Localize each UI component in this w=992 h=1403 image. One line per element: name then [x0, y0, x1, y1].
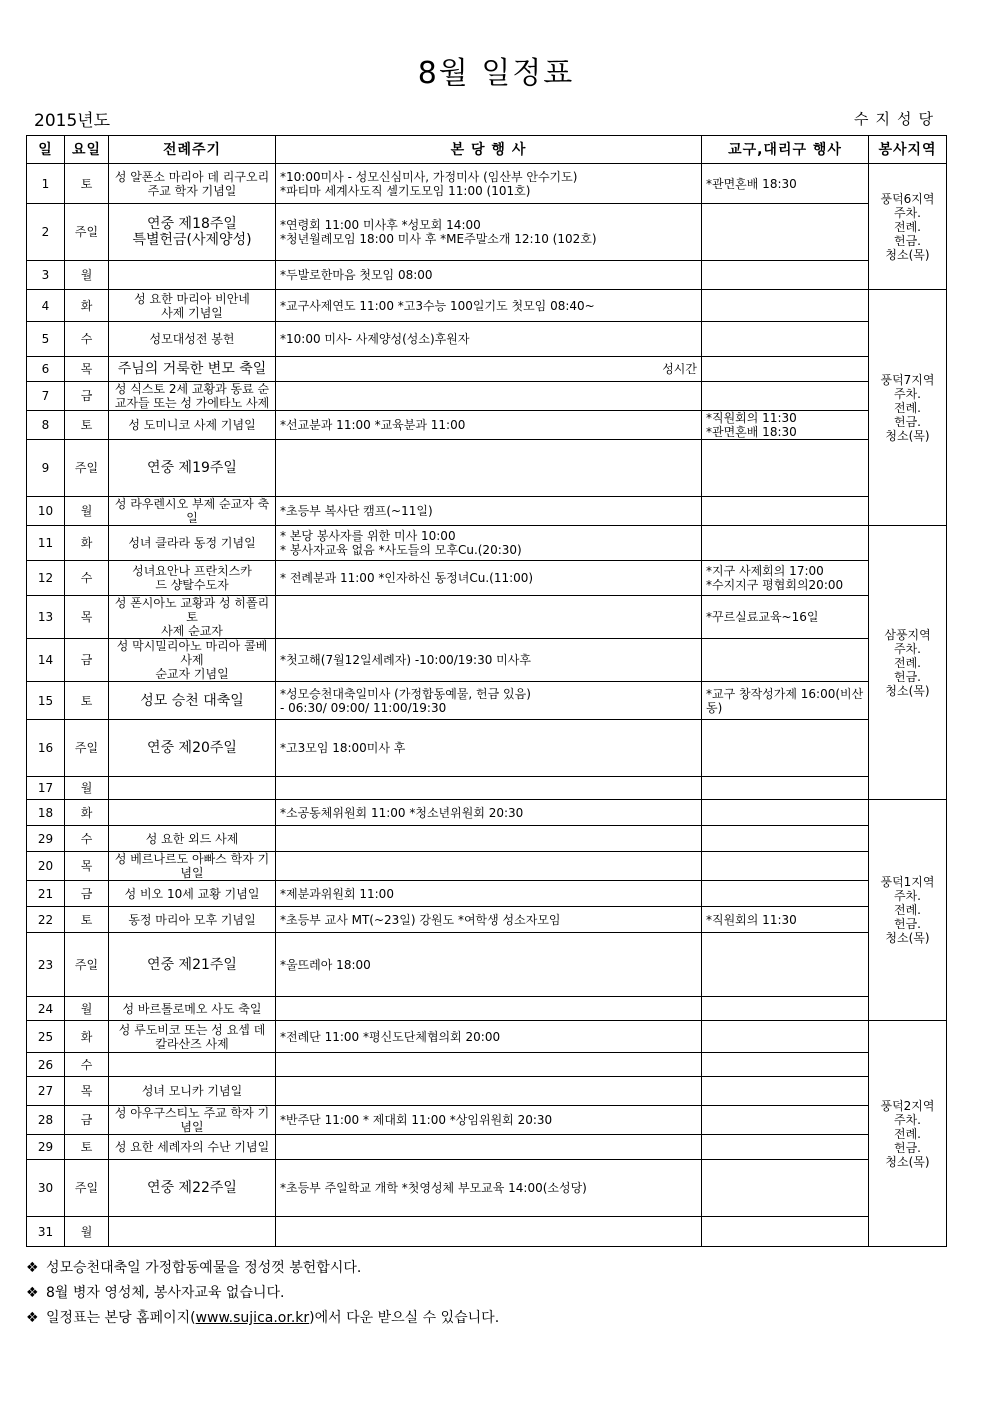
diocese-event-cell: *교구 창작성가제 16:00(비산동)	[702, 682, 869, 720]
weekday-cell: 주일	[65, 1160, 109, 1217]
service-area-cell: 풍덕2지역 주차. 전례. 헌금. 청소(목)	[869, 1021, 947, 1247]
day-cell: 29	[27, 1135, 65, 1160]
day-cell: 5	[27, 322, 65, 357]
liturgy-cell: 성 라우렌시오 부제 순교자 축일	[109, 497, 276, 526]
day-cell: 16	[27, 720, 65, 777]
weekday-cell: 주일	[65, 440, 109, 497]
diocese-event-cell	[702, 440, 869, 497]
day-cell: 7	[27, 382, 65, 411]
diocese-event-cell	[702, 1077, 869, 1106]
table-row	[27, 357, 947, 382]
liturgy-cell: 성 비오 10세 교황 기념일	[109, 881, 276, 907]
liturgy-cell	[109, 1053, 276, 1077]
table-row	[27, 800, 947, 826]
table-row	[27, 1106, 947, 1135]
day-cell: 26	[27, 1053, 65, 1077]
table-row	[27, 1135, 947, 1160]
parish-event-cell: *반주단 11:00 * 제대회 11:00 *상임위원회 20:30	[276, 1106, 702, 1135]
table-row	[27, 411, 947, 440]
parish-event-cell: *전례단 11:00 *평신도단체협의회 20:00	[276, 1021, 702, 1053]
weekday-cell: 토	[65, 1135, 109, 1160]
diocese-event-cell	[702, 1217, 869, 1247]
service-area-cell: 삼풍지역 주차. 전례. 헌금. 청소(목)	[869, 526, 947, 800]
table-row	[27, 1077, 947, 1106]
homepage-link[interactable]: www.sujica.or.kr	[195, 1310, 310, 1326]
parish-event-cell: *제분과위원회 11:00	[276, 881, 702, 907]
parish-event-cell: *두발로한마음 첫모임 08:00	[276, 261, 702, 290]
table-row	[27, 596, 947, 639]
liturgy-cell: 성 요한 세례자의 수난 기념일	[109, 1135, 276, 1160]
header-diocese-events: 교구,대리구 행사	[702, 136, 869, 164]
diocese-event-cell	[702, 290, 869, 322]
diocese-event-cell	[702, 204, 869, 261]
day-cell: 9	[27, 440, 65, 497]
diocese-event-cell	[702, 1021, 869, 1053]
weekday-cell: 토	[65, 411, 109, 440]
table-row	[27, 639, 947, 682]
liturgy-cell: 연중 제21주일	[109, 933, 276, 997]
weekday-cell: 수	[65, 826, 109, 852]
weekday-cell: 화	[65, 290, 109, 322]
parish-event-cell: *초등부 복사단 캠프(~11일)	[276, 497, 702, 526]
table-row	[27, 164, 947, 204]
diocese-event-cell: *직원회의 11:30 *관면혼배 18:30	[702, 411, 869, 440]
parish-event-cell	[276, 596, 702, 639]
diocese-event-cell	[702, 1106, 869, 1135]
weekday-cell: 주일	[65, 933, 109, 997]
diocese-event-cell	[702, 639, 869, 682]
table-row	[27, 382, 947, 411]
table-row	[27, 1160, 947, 1217]
table-row	[27, 1217, 947, 1247]
schedule-table	[26, 135, 947, 1247]
diocese-event-cell: *지구 사제회의 17:00 *수지지구 평협회의20:00	[702, 561, 869, 596]
liturgy-cell	[109, 777, 276, 800]
diocese-event-cell	[702, 826, 869, 852]
diamond-bullet-icon: ❖	[26, 1260, 39, 1276]
liturgy-cell	[109, 800, 276, 826]
day-cell: 10	[27, 497, 65, 526]
table-row	[27, 826, 947, 852]
diocese-event-cell	[702, 261, 869, 290]
parish-event-cell	[276, 777, 702, 800]
day-cell: 12	[27, 561, 65, 596]
weekday-cell: 수	[65, 322, 109, 357]
parish-event-cell: *소공동체위원회 11:00 *청소년위원회 20:30	[276, 800, 702, 826]
table-row	[27, 852, 947, 881]
diocese-event-cell: *관면혼배 18:30	[702, 164, 869, 204]
diocese-event-cell	[702, 382, 869, 411]
table-row	[27, 777, 947, 800]
diocese-event-cell	[702, 720, 869, 777]
weekday-cell: 화	[65, 1021, 109, 1053]
table-row	[27, 322, 947, 357]
table-row	[27, 561, 947, 596]
weekday-cell: 월	[65, 1217, 109, 1247]
day-cell: 24	[27, 997, 65, 1021]
parish-event-cell: 성시간	[276, 357, 702, 382]
diocese-event-cell	[702, 497, 869, 526]
header-service-area: 봉사지역	[869, 136, 947, 164]
parish-event-cell	[276, 382, 702, 411]
liturgy-cell: 성 폰시아노 교황과 성 히폴리토 사제 순교자	[109, 596, 276, 639]
liturgy-cell: 성 루도비코 또는 성 요셉 데 칼라산즈 사제	[109, 1021, 276, 1053]
table-row	[27, 881, 947, 907]
day-cell: 14	[27, 639, 65, 682]
diocese-event-cell: *직원회의 11:30	[702, 907, 869, 933]
liturgy-cell	[109, 261, 276, 290]
weekday-cell: 목	[65, 596, 109, 639]
table-row	[27, 907, 947, 933]
weekday-cell: 토	[65, 164, 109, 204]
weekday-cell: 금	[65, 639, 109, 682]
day-cell: 27	[27, 1077, 65, 1106]
weekday-cell: 토	[65, 682, 109, 720]
diocese-event-cell	[702, 1160, 869, 1217]
note-item: ❖ 8월 병자 영성체, 봉사자교육 없습니다.	[26, 1281, 499, 1306]
parish-event-cell: *울뜨레아 18:00	[276, 933, 702, 997]
note-item: ❖ 일정표는 본당 홈페이지(www.sujica.or.kr)에서 다운 받으실 수 있습니다.	[26, 1306, 499, 1331]
liturgy-cell: 연중 제22주일	[109, 1160, 276, 1217]
table-row	[27, 204, 947, 261]
weekday-cell: 금	[65, 881, 109, 907]
liturgy-cell: 연중 제18주일 특별헌금(사제양성)	[109, 204, 276, 261]
day-cell: 28	[27, 1106, 65, 1135]
liturgy-cell: 성 베르나르도 아빠스 학자 기념일	[109, 852, 276, 881]
diocese-event-cell	[702, 881, 869, 907]
note-item: ❖ 성모승천대축일 가정합동예물을 정성껏 봉헌합시다.	[26, 1256, 499, 1281]
day-cell: 31	[27, 1217, 65, 1247]
diocese-event-cell	[702, 997, 869, 1021]
day-cell: 29	[27, 826, 65, 852]
liturgy-cell: 성녀 클라라 동정 기념일	[109, 526, 276, 561]
weekday-cell: 금	[65, 382, 109, 411]
weekday-cell: 월	[65, 997, 109, 1021]
parish-event-cell: *10:00 미사- 사제양성(성소)후원자	[276, 322, 702, 357]
day-cell: 17	[27, 777, 65, 800]
weekday-cell: 목	[65, 357, 109, 382]
day-cell: 15	[27, 682, 65, 720]
day-cell: 13	[27, 596, 65, 639]
parish-event-cell: *초등부 주일학교 개학 *첫영성체 부모교육 14:00(소성당)	[276, 1160, 702, 1217]
parish-event-cell	[276, 826, 702, 852]
weekday-cell: 수	[65, 561, 109, 596]
service-area-cell: 풍덕6지역 주차. 전례. 헌금. 청소(목)	[869, 164, 947, 290]
diocese-event-cell	[702, 357, 869, 382]
day-cell: 6	[27, 357, 65, 382]
day-cell: 1	[27, 164, 65, 204]
weekday-cell: 금	[65, 1106, 109, 1135]
liturgy-cell: 성 바르톨로메오 사도 축일	[109, 997, 276, 1021]
header-row	[27, 136, 947, 164]
day-cell: 22	[27, 907, 65, 933]
parish-event-cell: *성모승천대축일미사 (가정합동예물, 헌금 있음) - 06:30/ 09:00/ 11:00/19:30	[276, 682, 702, 720]
weekday-cell: 주일	[65, 204, 109, 261]
page-title: 8월 일정표	[417, 56, 575, 91]
parish-event-cell	[276, 1077, 702, 1106]
liturgy-cell: 성 막시밀리아노 마리아 콜베 사제 순교자 기념일	[109, 639, 276, 682]
table-row	[27, 720, 947, 777]
liturgy-cell: 동정 마리아 모후 기념일	[109, 907, 276, 933]
parish-event-cell	[276, 440, 702, 497]
weekday-cell: 목	[65, 1077, 109, 1106]
parish-event-cell	[276, 1053, 702, 1077]
liturgy-cell: 성 알폰소 마리아 데 리구오리 주교 학자 기념일	[109, 164, 276, 204]
day-cell: 20	[27, 852, 65, 881]
liturgy-cell: 성 요한 외드 사제	[109, 826, 276, 852]
table-row	[27, 440, 947, 497]
weekday-cell: 월	[65, 497, 109, 526]
weekday-cell: 목	[65, 852, 109, 881]
diocese-event-cell	[702, 322, 869, 357]
diocese-event-cell	[702, 852, 869, 881]
liturgy-cell: 성녀 모니카 기념일	[109, 1077, 276, 1106]
parish-event-cell: *첫고해(7월12일세례자) -10:00/19:30 미사후	[276, 639, 702, 682]
liturgy-cell: 성 도미니코 사제 기념일	[109, 411, 276, 440]
header-parish-events: 본 당 행 사	[276, 136, 702, 164]
diocese-event-cell	[702, 933, 869, 997]
day-cell: 30	[27, 1160, 65, 1217]
parish-event-cell: * 본당 봉사자를 위한 미사 10:00 * 봉사자교육 없음 *사도들의 모후Cu.(20:30)	[276, 526, 702, 561]
diocese-event-cell	[702, 800, 869, 826]
service-area-cell: 풍덕1지역 주차. 전례. 헌금. 청소(목)	[869, 800, 947, 1021]
header-liturgy: 전례주기	[109, 136, 276, 164]
notes	[26, 1256, 499, 1331]
day-cell: 23	[27, 933, 65, 997]
parish-event-cell	[276, 1217, 702, 1247]
table-row	[27, 933, 947, 997]
liturgy-cell: 연중 제19주일	[109, 440, 276, 497]
diocese-event-cell: *꾸르실료교육~16일	[702, 596, 869, 639]
weekday-cell: 주일	[65, 720, 109, 777]
weekday-cell: 월	[65, 777, 109, 800]
parish-event-cell: *연령회 11:00 미사후 *성모회 14:00 *청년월례모임 18:00 미사 후 *ME주말소개 12:10 (102호)	[276, 204, 702, 261]
table-row	[27, 997, 947, 1021]
weekday-cell: 화	[65, 800, 109, 826]
day-cell: 11	[27, 526, 65, 561]
day-cell: 18	[27, 800, 65, 826]
diocese-event-cell	[702, 1135, 869, 1160]
liturgy-cell: 연중 제20주일	[109, 720, 276, 777]
weekday-cell: 토	[65, 907, 109, 933]
parish-event-cell: *선교분과 11:00 *교육분과 11:00	[276, 411, 702, 440]
table-row	[27, 290, 947, 322]
table-row	[27, 1021, 947, 1053]
liturgy-cell: 성 요한 마리아 비안네 사제 기념일	[109, 290, 276, 322]
diamond-bullet-icon: ❖	[26, 1285, 39, 1301]
parish-event-cell: *고3모임 18:00미사 후	[276, 720, 702, 777]
weekday-cell: 화	[65, 526, 109, 561]
table-row	[27, 497, 947, 526]
liturgy-cell: 주님의 거룩한 변모 축일	[109, 357, 276, 382]
liturgy-cell: 성 아우구스티노 주교 학자 기념일	[109, 1106, 276, 1135]
weekday-cell: 월	[65, 261, 109, 290]
liturgy-cell: 성모대성전 봉헌	[109, 322, 276, 357]
liturgy-cell: 성 식스토 2세 교황과 동료 순교자들 또는 성 가에타노 사제	[109, 382, 276, 411]
table-row	[27, 682, 947, 720]
parish-event-cell: *10:00미사 - 성모신심미사, 가정미사 (임산부 안수기도) *파티마 세계사도직 셀기도모임 11:00 (101호)	[276, 164, 702, 204]
parish-event-cell	[276, 1135, 702, 1160]
year-label: 2015년도	[34, 111, 111, 131]
table-row	[27, 1053, 947, 1077]
header-weekday: 요일	[65, 136, 109, 164]
service-area-cell: 풍덕7지역 주차. 전례. 헌금. 청소(목)	[869, 290, 947, 526]
parish-event-cell	[276, 997, 702, 1021]
parish-event-cell	[276, 852, 702, 881]
day-cell: 2	[27, 204, 65, 261]
parish-event-cell: *초등부 교사 MT(~23일) 강원도 *여학생 성소자모임	[276, 907, 702, 933]
liturgy-cell: 성모 승천 대축일	[109, 682, 276, 720]
table-row	[27, 261, 947, 290]
parish-event-cell: * 전례분과 11:00 *인자하신 동정녀Cu.(11:00)	[276, 561, 702, 596]
liturgy-cell	[109, 1217, 276, 1247]
day-cell: 21	[27, 881, 65, 907]
day-cell: 25	[27, 1021, 65, 1053]
diocese-event-cell	[702, 1053, 869, 1077]
diocese-event-cell	[702, 777, 869, 800]
table-row	[27, 526, 947, 561]
parish-event-cell: *교구사제연도 11:00 *고3수능 100일기도 첫모임 08:40~	[276, 290, 702, 322]
day-cell: 3	[27, 261, 65, 290]
weekday-cell: 수	[65, 1053, 109, 1077]
header-day: 일	[27, 136, 65, 164]
diocese-event-cell	[702, 526, 869, 561]
liturgy-cell: 성녀요안나 프란치스카 드 샹탈수도자	[109, 561, 276, 596]
parish-name: 수지성당	[854, 110, 940, 128]
diamond-bullet-icon: ❖	[26, 1310, 39, 1326]
day-cell: 4	[27, 290, 65, 322]
day-cell: 8	[27, 411, 65, 440]
